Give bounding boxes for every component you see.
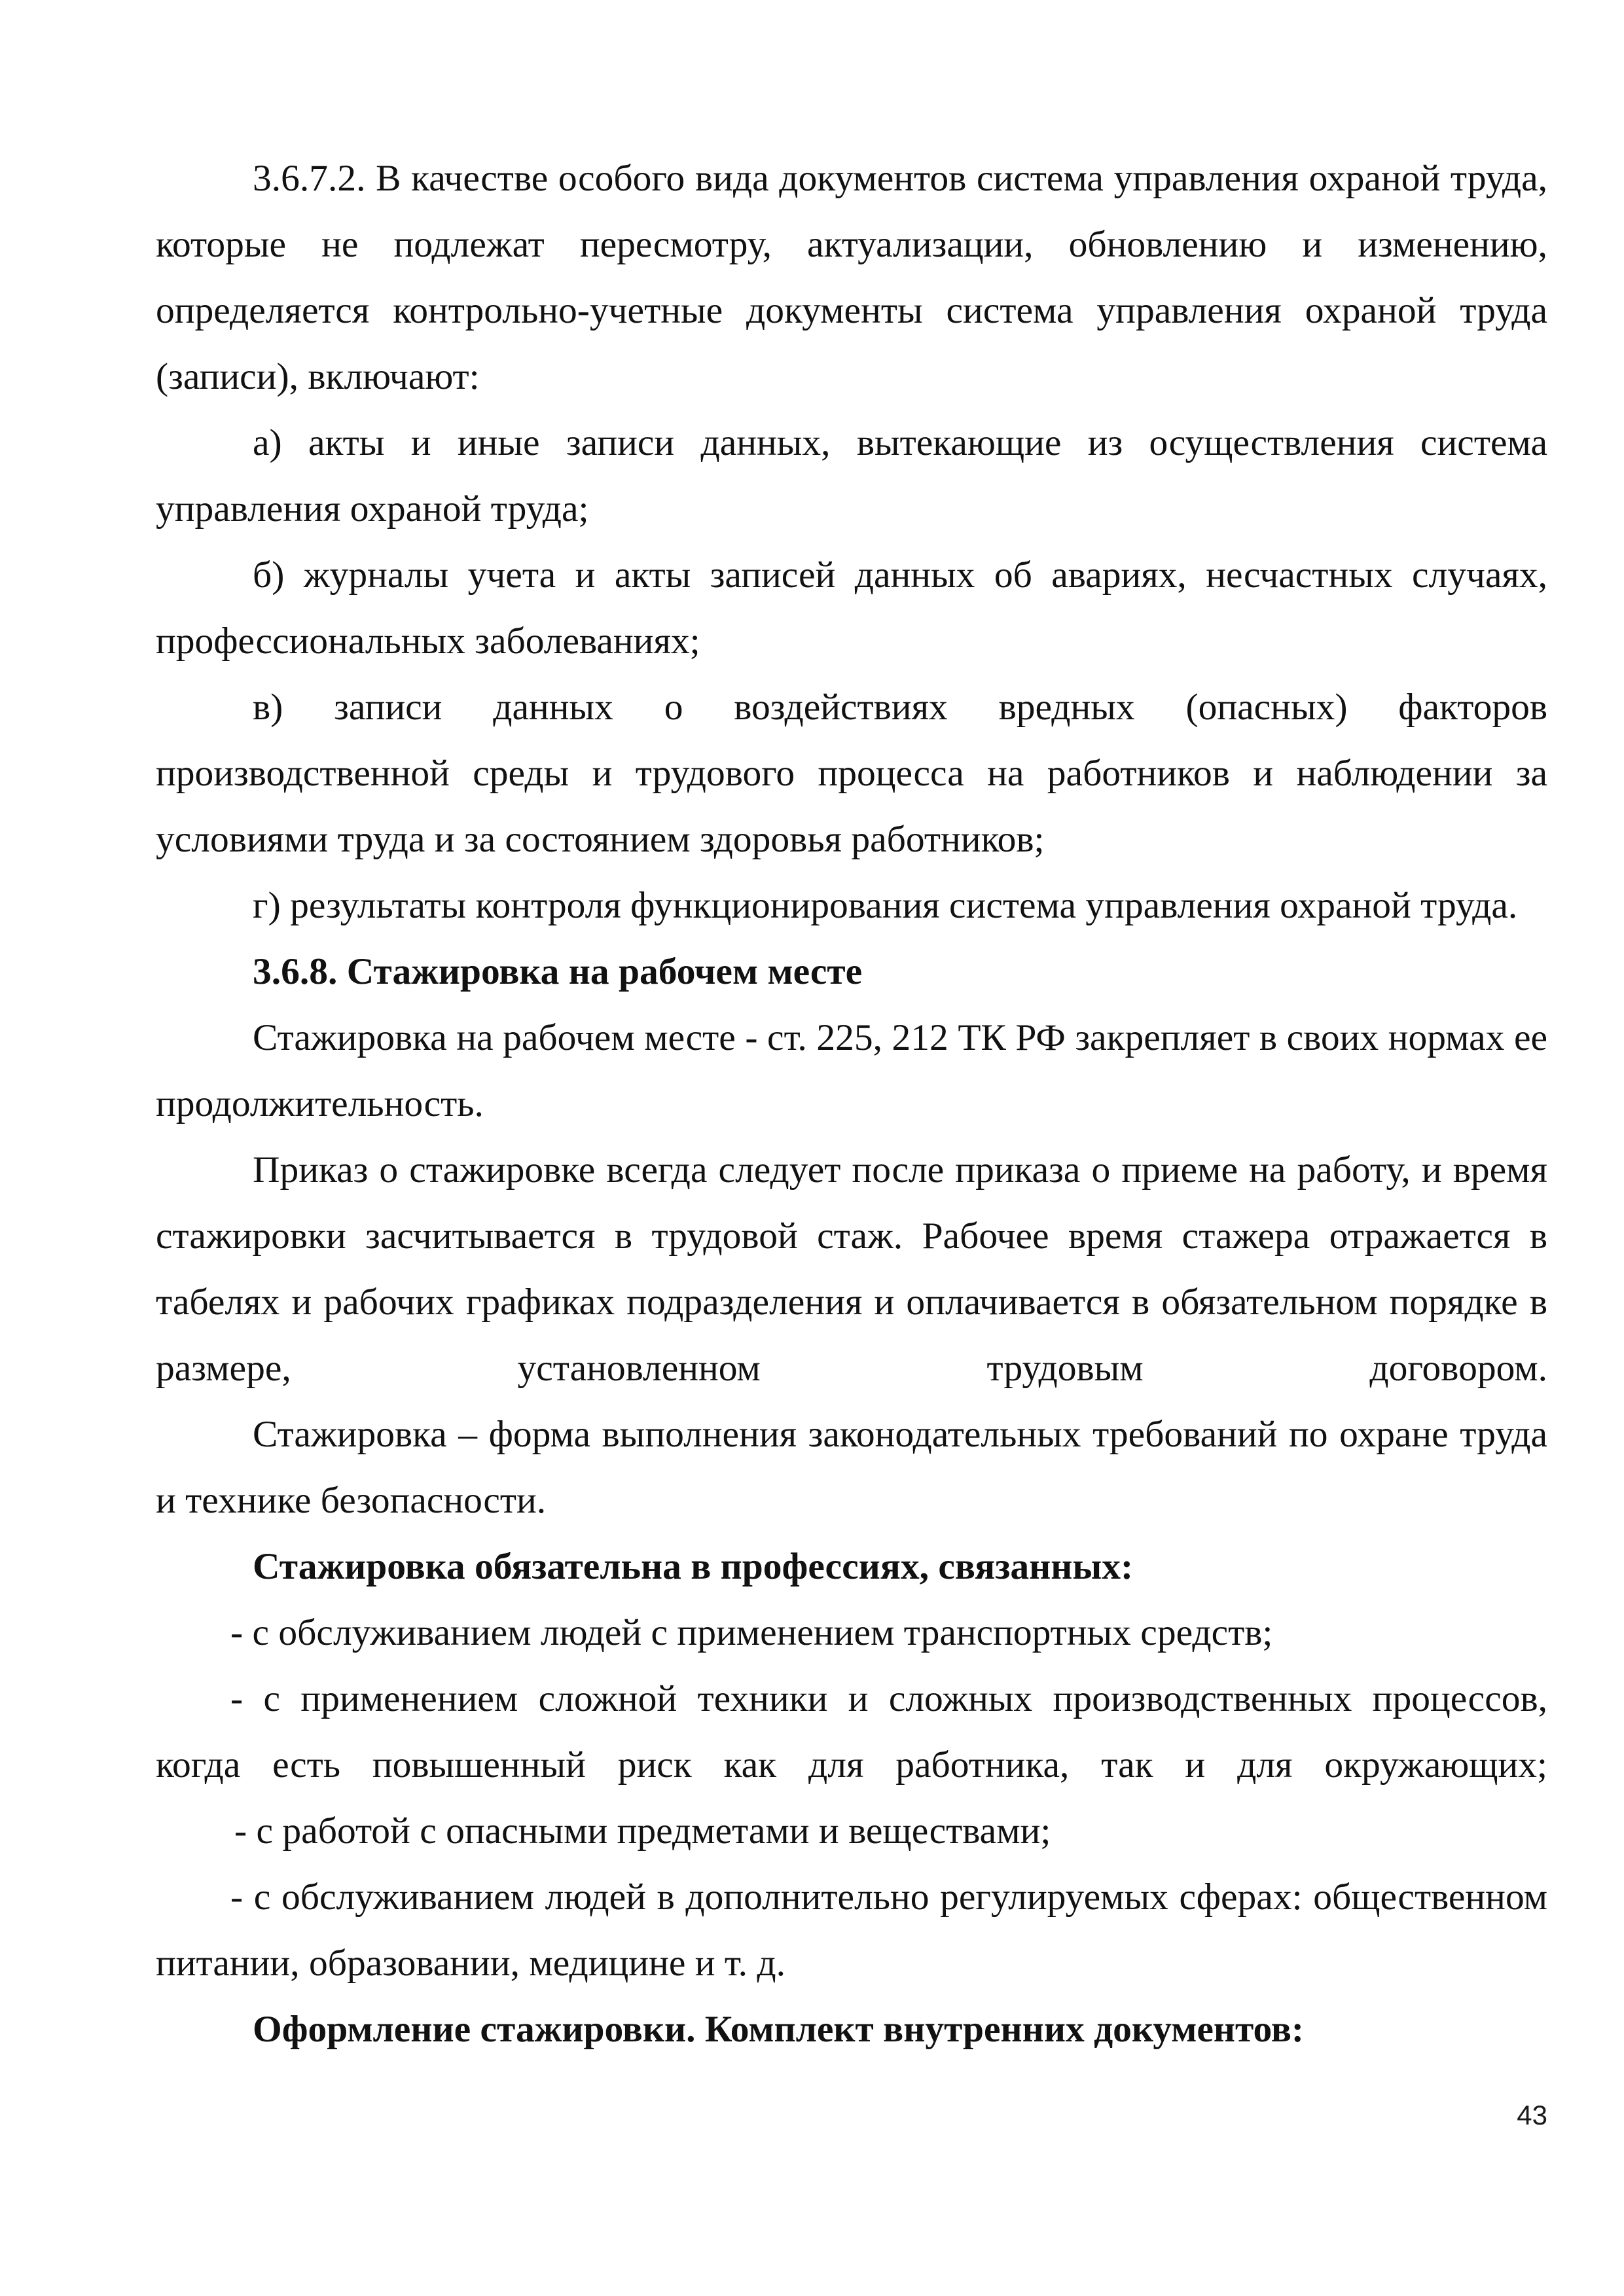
paragraph-internship-intro: Стажировка на рабочем месте - ст. 225, 212 ТК РФ закрепляет в своих нормах ее продолжительность. [156,1017,1547,1124]
list-item-v: в) записи данных о воздействиях вредных (опасных) факторов производственной среды и трудового процесса на работников и наблюдении за условиями труда и за состоянием здоровья работников; [156,687,1547,860]
mandatory-professions-heading: Стажировка обязательна в профессиях, связанных: [253,1546,1134,1587]
paragraph-internship-form: Стажировка – форма выполнения законодательных требований по охране труда и технике безопасности. [156,1414,1547,1521]
list-item-a: а) акты и иные записи данных, вытекающие из осуществления система управления охраной труда; [156,422,1547,529]
page-body [156,145,1547,2062]
dash-item-hazardous-substances: - с работой с опасными предметами и веществами; [234,1810,1051,1852]
registration-heading: Оформление стажировки. Комплект внутренних документов: [253,2009,1305,2050]
list-item-g: г) результаты контроля функционирования система управления охраной труда. [253,885,1518,926]
list-item-b: б) журналы учета и акты записей данных об авариях, несчастных случаях, профессиональных заболеваниях; [156,554,1547,662]
paragraph-internship-order: Приказ о стажировке всегда следует после приказа о приеме на работу, и время стажировки засчитывается в трудовой стаж. Рабочее время стажера отражается в табелях и рабочих графиках подразделения и оплачивается в обязательном порядке в размере, установленном трудовым договором. [156,1149,1547,1389]
page-number: 43 [1517,2100,1547,2130]
paragraph-3-6-7-2: 3.6.7.2. В качестве особого вида документов система управления охраной труда, которые не подлежат пересмотру, актуализации, обновлению и изменению, определяется контрольно-учетные документы система управления охраной труда (записи), включают: [156,158,1547,397]
dash-item-transport: - с обслуживанием людей с применением транспортных средств; [230,1612,1273,1653]
section-heading-3-6-8: 3.6.8. Стажировка на рабочем месте [253,951,863,992]
dash-item-complex-equipment: - с применением сложной техники и сложных производственных процессов, когда есть повышенный риск как для работника, так и для окружающих; [156,1678,1547,1785]
dash-item-regulated-spheres: - с обслуживанием людей в дополнительно регулируемых сферах: общественном питании, образовании, медицине и т. д. [156,1876,1547,1984]
